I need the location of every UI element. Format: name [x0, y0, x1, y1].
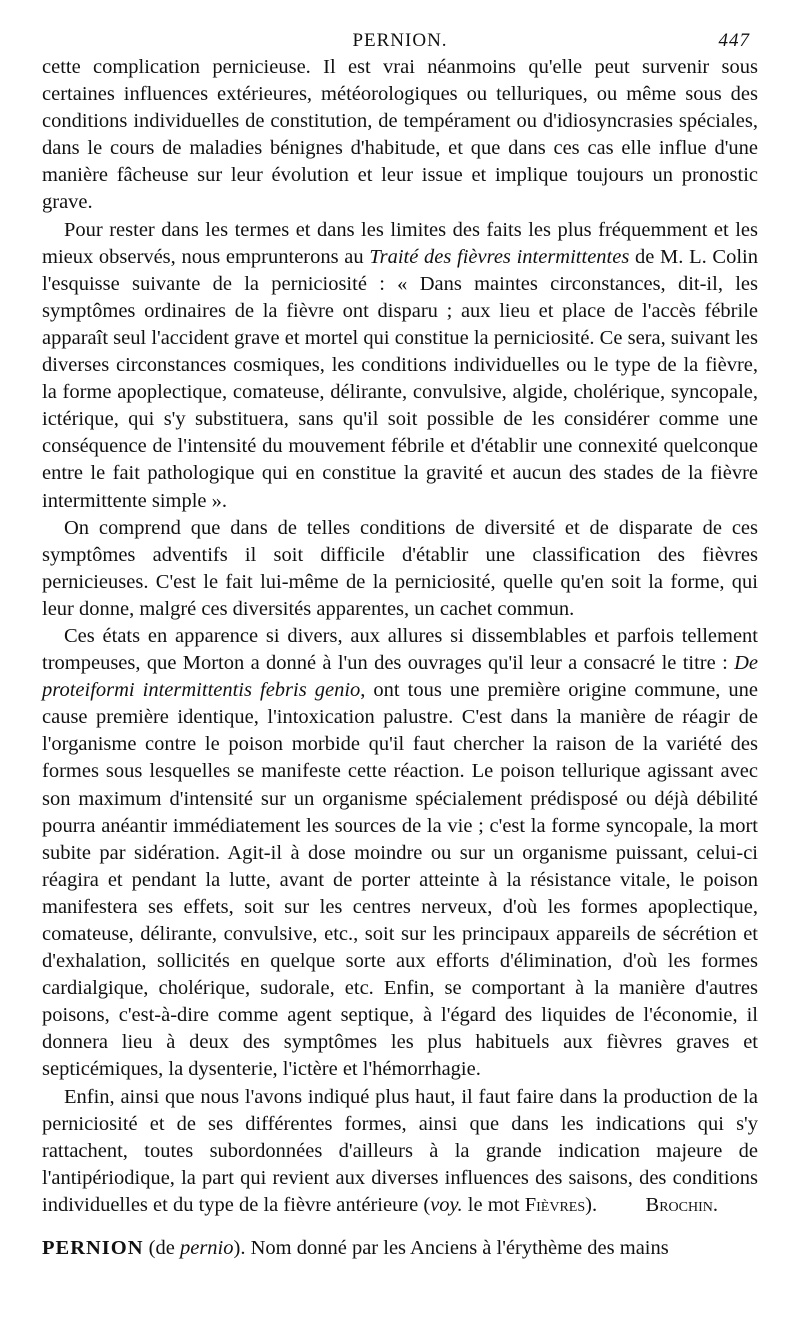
paragraph-2: Pour rester dans les termes et dans les limites des faits les plus fréquemment et les mieux observés, nous emprunterons au Traité des fièvres intermittentes de M. L. Colin l'esquisse suivante de la perniciosité : « Dans maintes circonstances, dit-il, les symptômes ordinaires de la fièvre ont disparu ; aux lieu et place de l'accès fébrile apparaît seul l'accident grave et mortel qui constitue la perniciosité. Ce sera, suivant les diverses circonstances cosmiques, les conditions individuelles ou le type de la fièvre, la forme apoplectique, comateuse, délirante, convulsive, algide, cholérique, syncopale, ictérique, qui s'y substituera, sans qu'il soit possible de les considérer comme une conséquence de l'intensité du mouvement fébrile et d'établir une connexité quelconque entre le fait pathologique qui en constitue la gravité et aucun des stades de la fièvre intermittente simple ».: [42, 218, 758, 512]
latin-title: De proteiformi intermittentis febris genio: [42, 652, 758, 702]
entry-headword: PERNION: [42, 1237, 144, 1260]
author-signature: Brochin.: [645, 1193, 718, 1216]
entry-definition: Nom donné par les Anciens à l'érythème des mains: [245, 1237, 669, 1260]
cross-reference: Fièvres: [524, 1193, 586, 1216]
book-title: Traité des fièvres intermittentes: [369, 245, 630, 268]
article-body: [42, 54, 758, 1219]
paragraph-5: Enfin, ainsi que nous l'avons indiqué plus haut, il faut faire dans la production de la perniciosité et de ses différentes formes, ainsi que dans les indications qui s'y rattachent, toutes subordonnées d'ailleurs à la grande indication majeure de l'antipériodique, la part qui revient aux diverses influences des saisons, des conditions individuelles et du type de la fièvre antérieure (voy. le mot Fièvres). Brochin.: [42, 1084, 758, 1219]
page-number: 447: [718, 30, 750, 51]
running-head-title: PERNION.: [352, 30, 448, 51]
dictionary-entry: PERNION (de pernio). Nom donné par les Anciens à l'érythème des mains: [42, 1237, 669, 1260]
paragraph-4: Ces états en apparence si divers, aux allures si dissemblables et parfois tellement trompeuses, que Morton a donné à l'un des ouvrages qu'il leur a consacré le titre : De proteiformi intermittentis febris genio, ont tous une première origine commune, une cause première identique, l'intoxication palustre. C'est dans la manière de réagir de l'organisme contre le poison morbide qu'il faut chercher la raison de la variété des formes sous lesquelles se manifeste cette réaction. Le poison tellurique agissant avec son maximum d'intensité sur un organisme spécialement prédisposé ou déjà débilité pourra anéantir immédiatement les sources de la vie ; c'est la forme syncopale, la mort subite par sidération. Agit-il à dose moindre ou sur un organisme puissant, celui-ci réagira et pendant la lutte, avant de porter atteinte à la résistance vitale, le poison manifestera ses effets, soit sur les centres nerveux, d'où les formes apoplectique, comateuse, délirante, convulsive, etc., soit sur les principaux appareils de sécrétion et d'exhalation, sollicités en quelque sorte aux efforts d'élimination, d'où les formes cardialgique, cholérique, sudorale, etc. Enfin, se comportant à la manière d'autres poisons, c'est-à-dire comme agent septique, à l'égard des liquides de l'économie, il donnera lieu à deux des symptômes les plus habituels aux fièvres graves et septicémiques, la dysenterie, l'ictère et l'hémorrhagie.: [42, 624, 758, 1081]
entry-etymology: pernio: [179, 1237, 234, 1260]
running-head: [42, 24, 758, 54]
paragraph-3: On comprend que dans de telles conditions de diversité et de disparate de ces symptômes adventifs il soit difficile d'établir une classification des fièvres pernicieuses. C'est le fait lui-même de la perniciosité, quelle qu'en soit la forme, qui leur donne, malgré ces diversités apparentes, un cachet commun.: [42, 516, 758, 620]
paragraph-1: cette complication pernicieuse. Il est vrai néanmoins qu'elle peut survenir sous certaines influences extérieures, météorologiques ou telluriques, ou même sous des conditions individuelles de constitution, de tempérament ou d'idiosyncrasies spéciales, dans le cours de maladies bénignes d'habitude, et que dans ces cas elle influe d'une manière fâcheuse sur leur évolution et leur issue et implique toujours un pronostic grave.: [42, 56, 758, 214]
